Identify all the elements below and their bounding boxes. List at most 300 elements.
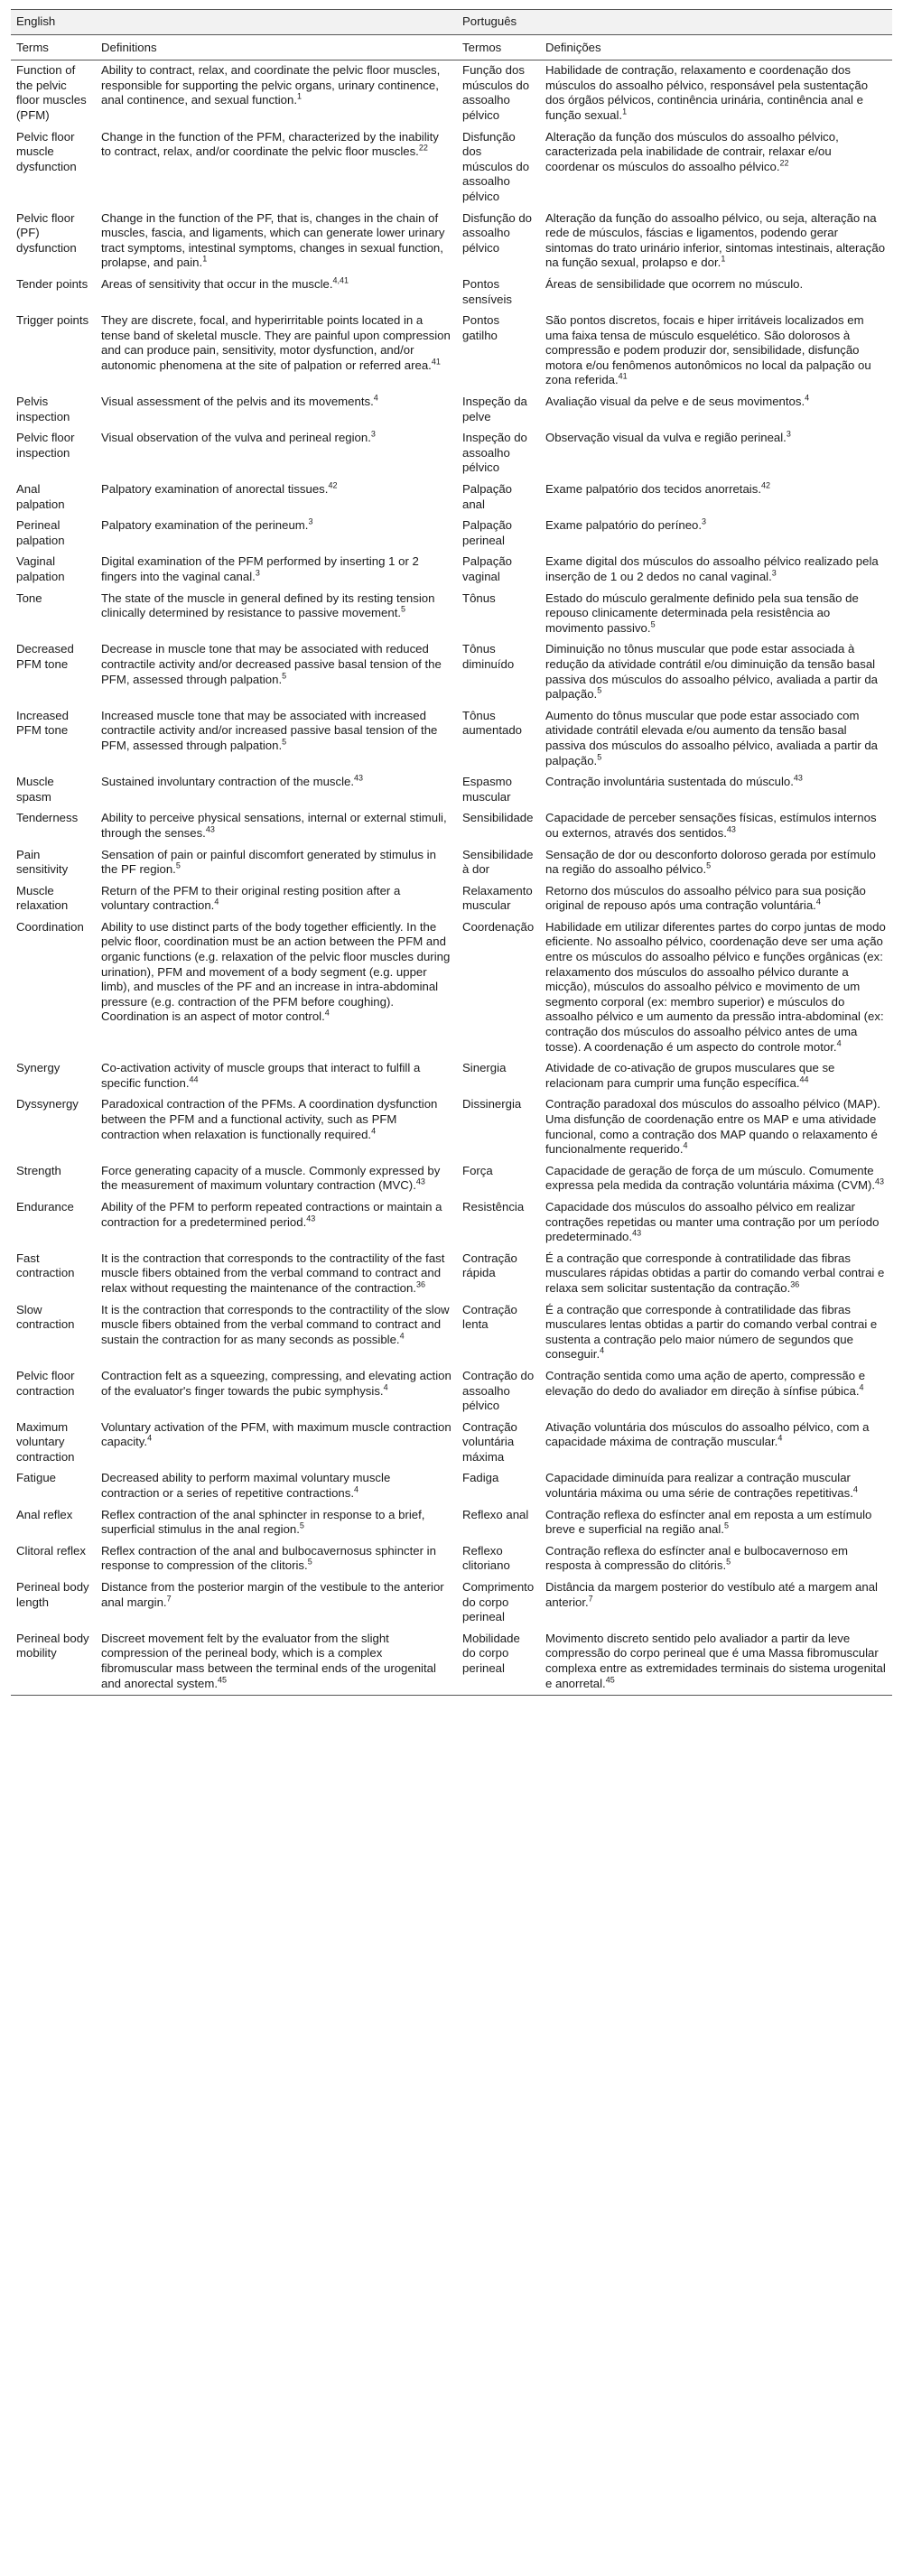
term-portuguese-text: Disfunção do assoalho pélvico: [462, 210, 532, 255]
column-header-row: [11, 34, 892, 60]
column-definitions-pt: Definições: [540, 34, 892, 60]
term-english: [11, 1577, 96, 1629]
definition-english-text: Co-activation activity of muscle groups that interact to fulfill a specific function.: [101, 1061, 421, 1090]
term-english-text: Function of the pelvic floor muscles (PFM): [16, 63, 87, 122]
reference-marker: 4: [373, 393, 378, 403]
definition-portuguese: [540, 127, 892, 209]
term-english-text: Synergy: [16, 1061, 61, 1075]
reference-marker: 4: [147, 1433, 153, 1443]
term-portuguese: [457, 808, 540, 844]
definition-english: [96, 274, 457, 311]
term-portuguese-text: Reflexo anal: [462, 1507, 529, 1521]
definition-portuguese-text: Atividade de co-ativação de grupos musculares que se relacionam para cumprir uma função específica.: [545, 1061, 835, 1090]
term-portuguese-text: Sinergia: [462, 1061, 507, 1075]
term-portuguese: [457, 60, 540, 127]
definition-english: [96, 917, 457, 1058]
definition-portuguese-text: Observação visual da vulva e região perineal.: [545, 431, 787, 445]
definition-portuguese-text: Capacidade dos músculos do assoalho pélvico em realizar contrações repetidas ou manter uma contração por um período predeterminado.: [545, 1199, 880, 1244]
reference-marker: 4: [836, 1038, 842, 1048]
reference-marker: 3: [255, 568, 260, 578]
reference-marker: 5: [650, 619, 656, 629]
definition-portuguese-text: Áreas de sensibilidade que ocorrem no músculo.: [545, 276, 804, 291]
term-portuguese: [457, 274, 540, 311]
definition-portuguese: [540, 845, 892, 881]
table-row: [11, 1366, 892, 1418]
reference-marker: 1: [297, 91, 303, 101]
term-english: [11, 209, 96, 274]
term-english: [11, 589, 96, 640]
reference-marker: 4: [777, 1433, 783, 1443]
definition-english: [96, 1094, 457, 1160]
reference-marker: 45: [218, 1675, 228, 1685]
term-english: [11, 392, 96, 428]
definition-portuguese: [540, 589, 892, 640]
definition-english-text: Paradoxical contraction of the PFMs. A coordination dysfunction between the PFM and a functional activity, such as PFM contraction when relaxation is functionally required.: [101, 1097, 438, 1141]
definition-portuguese-text: São pontos discretos, focais e hiper irritáveis localizados em uma faixa tensa de músculo esquelético. São dolorosos à compressão e podem produzir dor, sensibilidade, disfunção motora e/ou fenômenos autonômicos no local da palpação ou zona referida.: [545, 313, 871, 387]
term-english: [11, 1541, 96, 1577]
reference-marker: 1: [622, 107, 628, 116]
table-row: [11, 589, 892, 640]
term-portuguese: [457, 1418, 540, 1469]
definition-english: [96, 392, 457, 428]
definition-english-text: Ability to contract, relax, and coordinate the pelvic floor muscles, responsible for supporting the pelvic organs, urinary continence, anal continence, and sexual function.: [101, 63, 441, 107]
definition-portuguese: [540, 1541, 892, 1577]
term-english: [11, 1629, 96, 1696]
definition-portuguese: [540, 1161, 892, 1197]
term-portuguese-text: Inspeção da pelve: [462, 395, 527, 423]
reference-marker: 36: [790, 1279, 800, 1289]
definition-portuguese-text: Exame digital dos músculos do assoalho pélvico realizado pela inserção de 1 ou 2 dedos no canal vaginal.: [545, 554, 879, 583]
definition-english-text: Force generating capacity of a muscle. Commonly expressed by the measurement of maximum voluntary contraction (MVC).: [101, 1163, 441, 1193]
table-row: [11, 1629, 892, 1696]
definition-english-text: Ability to perceive physical sensations, internal or external stimuli, through the senses.: [101, 811, 447, 840]
term-portuguese-text: Sensibilidade à dor: [462, 847, 534, 877]
definition-english: [96, 60, 457, 127]
term-english: [11, 706, 96, 772]
term-english: [11, 1161, 96, 1197]
term-english: [11, 60, 96, 127]
definition-english-text: Ability of the PFM to perform repeated contractions or maintain a contraction for a predetermined period.: [101, 1199, 442, 1229]
term-english: [11, 479, 96, 516]
reference-marker: 41: [431, 357, 441, 367]
term-english-text: Fast contraction: [16, 1251, 75, 1280]
language-header-row: [11, 10, 892, 35]
reference-marker: 4: [815, 897, 821, 907]
reference-marker: 44: [189, 1074, 199, 1084]
reference-marker: 5: [706, 860, 712, 870]
definition-portuguese: [540, 1249, 892, 1300]
term-english-text: Anal reflex: [16, 1507, 73, 1521]
term-portuguese: [457, 552, 540, 588]
reference-marker: 42: [328, 480, 338, 490]
term-portuguese-text: Mobilidade do corpo perineal: [462, 1631, 520, 1675]
table-row: [11, 1577, 892, 1629]
definition-english-text: Voluntary activation of the PFM, with maximum muscle contraction capacity.: [101, 1419, 452, 1449]
term-portuguese-text: Contração rápida: [462, 1251, 517, 1280]
term-portuguese-text: Tônus diminuído: [462, 642, 515, 671]
term-portuguese-text: Comprimento do corpo perineal: [462, 1580, 535, 1624]
definition-english: [96, 1197, 457, 1249]
table-row: [11, 1468, 892, 1504]
definition-english: [96, 1161, 457, 1197]
table-row: [11, 1249, 892, 1300]
definition-portuguese-text: Sensação de dor ou desconforto doloroso gerada por estímulo na região do assoalho pélvico.: [545, 847, 876, 877]
table-row: [11, 639, 892, 705]
definition-portuguese-text: Contração paradoxal dos músculos do assoalho pélvico (MAP). Uma disfunção de coordenação entre os MAP e uma atividade funcional, como a contração dos MAP quando o relaxamento é funcionalmente requerido.: [545, 1097, 880, 1157]
table-row: [11, 706, 892, 772]
reference-marker: 3: [370, 429, 376, 439]
definition-english: [96, 1505, 457, 1541]
definition-portuguese-text: Retorno dos músculos do assoalho pélvico para sua posição original de repouso após uma contração voluntária.: [545, 883, 866, 913]
term-english-text: Perineal palpation: [16, 518, 65, 547]
table-row: [11, 1505, 892, 1541]
term-english-text: Anal palpation: [16, 482, 65, 511]
term-portuguese: [457, 1366, 540, 1418]
definition-portuguese: [540, 1058, 892, 1094]
term-portuguese-text: Palpação perineal: [462, 518, 513, 547]
term-portuguese: [457, 479, 540, 516]
definition-english-text: Reflex contraction of the anal and bulbocavernosus sphincter in response to compression of the clitoris.: [101, 1543, 436, 1573]
term-english-text: Pelvic floor muscle dysfunction: [16, 129, 77, 173]
definition-english-text: It is the contraction that corresponds to the contractility of the fast muscle fibers obtained from the verbal command to contract and relax without requesting the maintenance of the contraction.: [101, 1251, 445, 1295]
term-english-text: Tone: [16, 591, 42, 605]
definition-english-text: Areas of sensitivity that occur in the muscle.: [101, 276, 333, 291]
definition-portuguese: [540, 808, 892, 844]
definition-english: [96, 1366, 457, 1418]
term-portuguese-text: Reflexo clitoriano: [462, 1543, 510, 1573]
definition-english: [96, 706, 457, 772]
term-english: [11, 1418, 96, 1469]
table-body: [11, 60, 892, 1696]
definition-english-text: Reflex contraction of the anal sphincter in response to a brief, superficial stimulus in the anal region.: [101, 1507, 425, 1537]
term-portuguese-text: Palpação vaginal: [462, 554, 513, 583]
reference-marker: 3: [702, 516, 707, 526]
term-portuguese-text: Tônus: [462, 591, 496, 605]
reference-marker: 5: [723, 1520, 729, 1530]
definition-portuguese: [540, 1418, 892, 1469]
reference-marker: 5: [175, 860, 181, 870]
reference-marker: 5: [299, 1520, 304, 1530]
term-portuguese: [457, 1058, 540, 1094]
definition-portuguese-text: Capacidade de geração de força de um músculo. Comumente expressa pela medida da contração voluntária máxima (CVM).: [545, 1163, 876, 1193]
definition-portuguese-text: Aumento do tônus muscular que pode estar associado com atividade contrátil elevada e/ou aumento da tensão basal passiva dos músculos do assoalho pélvico, avaliada a partir da palpação.: [545, 708, 879, 767]
definition-portuguese-text: Alteração da função do assoalho pélvico, ou seja, alteração na rede de músculos, fáscias e ligamentos, podendo gerar sintomas do trato urinário inferior, sintomas intestinais, alteração na função sexual, prolapso e dor.: [545, 210, 886, 270]
term-portuguese-text: Sensibilidade: [462, 811, 534, 825]
table-row: [11, 917, 892, 1058]
definition-portuguese: [540, 479, 892, 516]
reference-marker: 5: [401, 604, 406, 614]
definition-english-text: The state of the muscle in general defined by its resting tension clinically determined by resistance to passive movement.: [101, 591, 435, 620]
table-row: [11, 1094, 892, 1160]
term-english: [11, 127, 96, 209]
definition-portuguese: [540, 392, 892, 428]
definition-portuguese-text: Habilidade de contração, relaxamento e coordenação dos músculos do assoalho pélvico, responsável pela sustentação dos órgãos pélvicos, continência urinária, continência anal e função sexual.: [545, 63, 869, 122]
reference-marker: 1: [202, 254, 208, 264]
term-portuguese-text: Função dos músculos do assoalho pélvico: [462, 63, 530, 122]
term-portuguese-text: Contração lenta: [462, 1302, 517, 1332]
table-row: [11, 392, 892, 428]
definition-portuguese: [540, 881, 892, 917]
term-portuguese: [457, 209, 540, 274]
term-portuguese-text: Palpação anal: [462, 482, 513, 511]
term-english-text: Muscle spasm: [16, 775, 54, 804]
term-english-text: Perineal body length: [16, 1580, 89, 1609]
term-english: [11, 1505, 96, 1541]
reference-marker: 4: [852, 1484, 858, 1494]
definition-english: [96, 808, 457, 844]
reference-marker: 3: [771, 568, 777, 578]
reference-marker: 4: [399, 1331, 405, 1341]
term-portuguese: [457, 1629, 540, 1696]
definition-portuguese: [540, 1197, 892, 1249]
column-terms-pt: Termos: [457, 34, 540, 60]
reference-marker: 43: [415, 1176, 425, 1186]
table-row: [11, 881, 892, 917]
term-english: [11, 311, 96, 392]
definition-english: [96, 209, 457, 274]
table-row: [11, 1418, 892, 1469]
term-portuguese: [457, 1094, 540, 1160]
definition-english: [96, 881, 457, 917]
definition-english: [96, 589, 457, 640]
term-portuguese-text: Contração voluntária máxima: [462, 1419, 517, 1464]
definition-portuguese-text: Habilidade em utilizar diferentes partes do corpo juntas de modo eficiente. No assoalho pélvico, coordenação deve ser uma ação entre os músculos do assoalho pélvico e funções orgânicas (ex: relaxamento dos músculos do assoalho pélvico durante a micção), músculos do assoalho pélvico e movimento de um segmento corporal (ex: membro superior) e músculos do assoalho pélvico e um aumento da pressão intra-abdominal (ex: contração dos músculos do assoalho pélvico antes de uma tosse). A coordenação é um aspecto do controle motor.: [545, 919, 886, 1054]
reference-marker: 5: [597, 685, 602, 695]
term-english: [11, 1366, 96, 1418]
reference-marker: 7: [588, 1594, 593, 1604]
term-english-text: Dyssynergy: [16, 1097, 79, 1111]
definition-english: [96, 552, 457, 588]
term-english-text: Fatigue: [16, 1471, 56, 1485]
definition-portuguese-text: É a contração que corresponde à contratilidade das fibras musculares lentas obtidas a partir do comando verbal contrai e sustenta a contração pelo maior número de segundos que conseguir.: [545, 1302, 878, 1362]
term-english: [11, 1197, 96, 1249]
term-portuguese: [457, 1468, 540, 1504]
reference-marker: 41: [618, 372, 628, 382]
definition-portuguese: [540, 1300, 892, 1366]
definition-english-text: Visual assessment of the pelvis and its movements.: [101, 395, 374, 409]
definition-english: [96, 1577, 457, 1629]
reference-marker: 5: [726, 1558, 731, 1567]
definition-portuguese-text: Estado do músculo geralmente definido pela sua tensão de repouso clinicamente determinada pela resistência ao movimento passivo.: [545, 591, 859, 635]
definition-english: [96, 1300, 457, 1366]
term-english-text: Decreased PFM tone: [16, 642, 74, 671]
definition-english: [96, 516, 457, 552]
language-portuguese: Português: [457, 10, 892, 35]
table-row: [11, 127, 892, 209]
reference-marker: 43: [354, 773, 364, 783]
term-english-text: Tenderness: [16, 811, 79, 825]
definition-english: [96, 1629, 457, 1696]
definition-english-text: Increased muscle tone that may be associated with increased contractile activity and/or increased passive basal tension of the PFM, assessed through palpation.: [101, 708, 438, 752]
term-english-text: Pain sensitivity: [16, 847, 69, 877]
term-portuguese-text: Contração do assoalho pélvico: [462, 1368, 535, 1413]
term-portuguese: [457, 772, 540, 808]
term-english: [11, 1249, 96, 1300]
reference-marker: 43: [875, 1176, 885, 1186]
table-row: [11, 479, 892, 516]
term-portuguese-text: Coordenação: [462, 919, 535, 934]
definition-english-text: Discreet movement felt by the evaluator from the slight compression of the perineal body, which is a complex fibromuscular mass between the terminal ends of the urogenital and anorectal system.: [101, 1631, 436, 1690]
term-portuguese: [457, 311, 540, 392]
table-row: [11, 516, 892, 552]
definition-portuguese: [540, 552, 892, 588]
language-english: English: [11, 10, 457, 35]
definition-english: [96, 428, 457, 479]
term-portuguese-text: Tônus aumentado: [462, 708, 523, 738]
term-english-text: Clitoral reflex: [16, 1543, 86, 1558]
reference-marker: 5: [282, 737, 287, 747]
definition-english: [96, 127, 457, 209]
term-portuguese: [457, 127, 540, 209]
term-portuguese-text: Resistência: [462, 1199, 525, 1214]
definition-english-text: Palpatory examination of the perineum.: [101, 518, 309, 533]
reference-marker: 43: [205, 824, 215, 834]
term-portuguese: [457, 881, 540, 917]
definition-english-text: Distance from the posterior margin of the vestibule to the anterior anal margin.: [101, 1580, 444, 1609]
term-english-text: Muscle relaxation: [16, 883, 69, 913]
term-english-text: Increased PFM tone: [16, 708, 69, 738]
term-portuguese: [457, 1161, 540, 1197]
term-english-text: Pelvic floor contraction: [16, 1368, 75, 1398]
term-portuguese-text: Força: [462, 1163, 493, 1177]
reference-marker: 22: [418, 143, 428, 153]
reference-marker: 4: [859, 1382, 864, 1392]
term-portuguese-text: Relaxamento muscular: [462, 883, 533, 913]
term-english: [11, 428, 96, 479]
reference-marker: 4: [214, 897, 219, 907]
definition-english: [96, 1541, 457, 1577]
term-english: [11, 639, 96, 705]
reference-marker: 5: [307, 1558, 312, 1567]
term-portuguese: [457, 516, 540, 552]
definition-portuguese: [540, 428, 892, 479]
term-english: [11, 1468, 96, 1504]
term-portuguese: [457, 1300, 540, 1366]
definition-portuguese-text: Ativação voluntária dos músculos do assoalho pélvico, com a capacidade máxima de contração muscular.: [545, 1419, 870, 1449]
term-portuguese: [457, 845, 540, 881]
definition-portuguese: [540, 209, 892, 274]
reference-marker: 43: [632, 1228, 642, 1238]
definition-english-text: It is the contraction that corresponds to the contractility of the slow muscle fibers obtained from the verbal command to contract and sustain the contraction for as many seconds as possible.: [101, 1302, 450, 1346]
definition-portuguese: [540, 274, 892, 311]
term-portuguese: [457, 1541, 540, 1577]
reference-marker: 4: [371, 1126, 377, 1136]
term-english-text: Pelvic floor (PF) dysfunction: [16, 210, 77, 255]
table-row: [11, 1161, 892, 1197]
term-english: [11, 808, 96, 844]
table-row: [11, 209, 892, 274]
definition-english-text: Ability to use distinct parts of the body together efficiently. In the pelvic floor, coordination must be an action between the PFM and organic functions (e.g. relaxation of the pelvic floor muscles during urination), PFM and movement of a body segment (e.g. upper limb), and muscles of the PF and an increase in intra-abdominal pressure (e.g. contraction of the PFM before coughing). Coordination is an aspect of motor control.: [101, 919, 451, 1024]
table-row: [11, 428, 892, 479]
definition-portuguese: [540, 917, 892, 1058]
reference-marker: 4: [354, 1484, 359, 1494]
definition-english-text: They are discrete, focal, and hyperirritable points located in a tense band of skeletal muscle. They are painful upon compression and can produce pain, sensitivity, motor dysfunction, and/or autonomic phenomena at the site of palpation or referred area.: [101, 313, 451, 372]
term-portuguese: [457, 1249, 540, 1300]
term-english: [11, 274, 96, 311]
definition-portuguese: [540, 1629, 892, 1696]
reference-marker: 42: [761, 480, 771, 490]
definition-english-text: Decreased ability to perform maximal voluntary muscle contraction or a series of repetitive contractions.: [101, 1471, 391, 1501]
term-english-text: Slow contraction: [16, 1302, 75, 1332]
definition-english: [96, 639, 457, 705]
definition-english: [96, 1418, 457, 1469]
definition-portuguese-text: Distância da margem posterior do vestíbulo até a margem anal anterior.: [545, 1580, 878, 1609]
definition-english-text: Change in the function of the PFM, characterized by the inability to contract, relax, and/or coordinate the pelvic floor muscles.: [101, 129, 439, 159]
term-portuguese: [457, 1197, 540, 1249]
table-row: [11, 274, 892, 311]
reference-marker: 4: [324, 1009, 330, 1018]
term-portuguese-text: Inspeção do assoalho pélvico: [462, 431, 527, 475]
term-english: [11, 1058, 96, 1094]
table-row: [11, 60, 892, 127]
column-definitions-en: Definitions: [96, 34, 457, 60]
reference-marker: 43: [306, 1214, 316, 1223]
reference-marker: 1: [721, 254, 726, 264]
reference-marker: 22: [779, 158, 789, 168]
term-portuguese-text: Dissinergia: [462, 1097, 522, 1111]
term-english-text: Trigger points: [16, 313, 89, 328]
definition-portuguese-text: Exame palpatório dos tecidos anorretais.: [545, 482, 761, 497]
table-row: [11, 772, 892, 808]
definition-english-text: Sustained involuntary contraction of the muscle.: [101, 775, 355, 789]
table-row: [11, 1300, 892, 1366]
term-english-text: Tender points: [16, 276, 88, 291]
definition-portuguese: [540, 1094, 892, 1160]
definition-portuguese: [540, 706, 892, 772]
definition-portuguese: [540, 1468, 892, 1504]
definition-portuguese: [540, 1505, 892, 1541]
table-row: [11, 311, 892, 392]
term-english: [11, 881, 96, 917]
definition-english: [96, 1058, 457, 1094]
definition-english: [96, 1468, 457, 1504]
term-english: [11, 845, 96, 881]
table-row: [11, 845, 892, 881]
table-row: [11, 1058, 892, 1094]
term-english: [11, 772, 96, 808]
definition-portuguese: [540, 1577, 892, 1629]
term-english: [11, 1094, 96, 1160]
term-portuguese-text: Espasmo muscular: [462, 775, 512, 804]
definition-portuguese: [540, 311, 892, 392]
term-portuguese: [457, 639, 540, 705]
term-english: [11, 552, 96, 588]
definition-portuguese-text: Exame palpatório do períneo.: [545, 518, 703, 533]
definition-portuguese-text: Contração reflexa do esfíncter anal em reposta a um estímulo breve e superficial na região anal.: [545, 1507, 872, 1537]
definition-english-text: Return of the PFM to their original resting position after a voluntary contraction.: [101, 883, 401, 913]
table-row: [11, 1541, 892, 1577]
term-portuguese: [457, 392, 540, 428]
term-portuguese-text: Pontos sensíveis: [462, 276, 512, 306]
definition-portuguese-text: Diminuição no tônus muscular que pode estar associada à redução da atividade contrátil e/ou diminuição da tensão basal passiva dos músculos do assoalho pélvico, avaliada a partir da palpação.: [545, 642, 879, 702]
definition-portuguese: [540, 516, 892, 552]
definition-portuguese-text: Contração reflexa do esfíncter anal e bulbocavernoso em resposta à compressão do clitóris.: [545, 1543, 849, 1573]
term-portuguese: [457, 428, 540, 479]
reference-marker: 7: [166, 1594, 172, 1604]
term-portuguese: [457, 589, 540, 640]
term-english: [11, 917, 96, 1058]
definition-english-text: Change in the function of the PF, that is, changes in the chain of muscles, fascia, and ligaments, which can generate lower urinary tract symptoms, intestinal symptoms, changes in sexual function, prolapse, and pain.: [101, 210, 445, 270]
reference-marker: 4: [383, 1382, 388, 1392]
table-row: [11, 1197, 892, 1249]
definition-portuguese-text: Contração involuntária sustentada do músculo.: [545, 775, 794, 789]
definition-english: [96, 772, 457, 808]
definition-portuguese-text: Contração sentida como uma ação de aperto, compressão e elevação do dedo do avaliador em direção à sínfise púbica.: [545, 1368, 866, 1398]
term-english-text: Perineal body mobility: [16, 1631, 89, 1660]
definition-portuguese-text: Avaliação visual da pelve e de seus movimentos.: [545, 395, 805, 409]
term-english-text: Maximum voluntary contraction: [16, 1419, 75, 1464]
term-portuguese: [457, 1577, 540, 1629]
